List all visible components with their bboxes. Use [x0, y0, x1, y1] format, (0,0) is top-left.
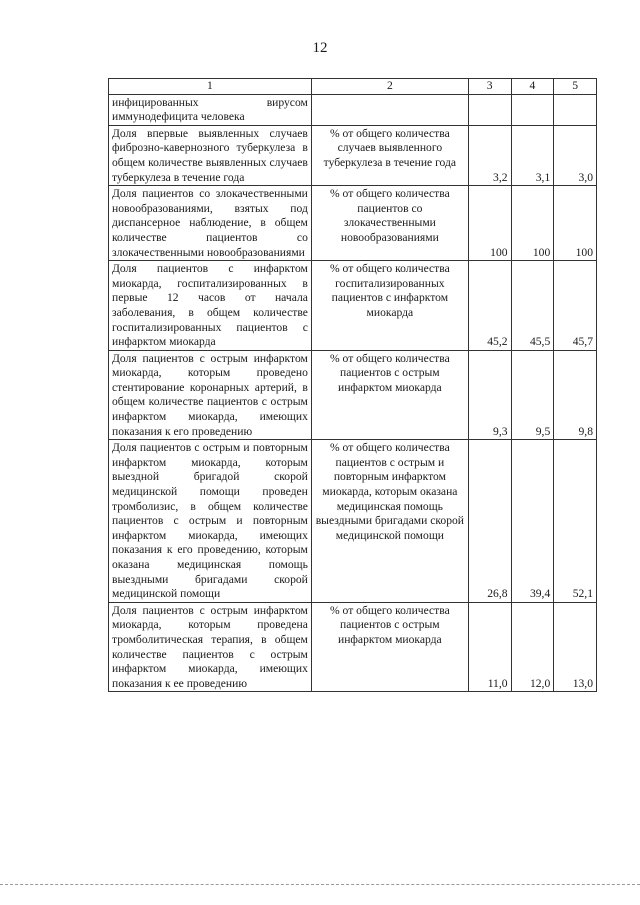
value-col-5: 13,0 — [554, 602, 597, 692]
value-col-5: 45,7 — [554, 261, 597, 351]
table-row — [109, 440, 597, 603]
indicator-cell: Доля впервые выявленных случаев фиброзно-кавернозного туберкулеза в общем количестве выявленных случаев туберкулеза в течение года — [109, 125, 312, 185]
table-body — [109, 79, 597, 692]
header-col-3: 3 — [468, 79, 511, 95]
value-col-5: 100 — [554, 186, 597, 261]
value-col-4: 3,1 — [511, 125, 554, 185]
value-col-4: 100 — [511, 186, 554, 261]
value-col-4: 9,5 — [511, 350, 554, 440]
indicator-cell: инфицированных вирусом иммунодефицита человека — [109, 94, 312, 125]
value-col-4: 39,4 — [511, 440, 554, 603]
header-col-1: 1 — [109, 79, 312, 95]
unit-cell: % от общего количества госпитализированных пациентов с инфарктом миокарда — [311, 261, 468, 351]
unit-cell: % от общего количества пациентов с острым инфарктом миокарда — [311, 602, 468, 692]
unit-cell: % от общего количества пациентов с острым и повторным инфарктом миокарда, которым оказана медицинская помощь выездными бригадами скорой медицинской помощи — [311, 440, 468, 603]
value-col-3: 26,8 — [468, 440, 511, 603]
indicator-cell: Доля пациентов с острым инфарктом миокарда, которым проведена тромболитическая терапия, в общем количестве пациентов с острым инфарктом миокарда, имеющих показания к ее проведению — [109, 602, 312, 692]
value-col-3: 45,2 — [468, 261, 511, 351]
page-number: 12 — [312, 40, 328, 56]
unit-cell: % от общего количества пациентов с острым инфарктом миокарда — [311, 350, 468, 440]
unit-cell: % от общего количества пациентов со злокачественными новообразованиями — [311, 186, 468, 261]
value-col-3 — [468, 94, 511, 125]
value-col-5 — [554, 94, 597, 125]
header-col-2: 2 — [311, 79, 468, 95]
table-row — [109, 94, 597, 125]
indicator-cell: Доля пациентов с острым и повторным инфарктом миокарда, которым выездной бригадой скорой медицинской помощи проведен тромболизис, в общем количестве пациентов с острым и повторным инфарктом миокарда, имеющих показания к его проведению, которым оказана медицинская помощь выездными бригадами скорой медицинской помощи — [109, 440, 312, 603]
value-col-4 — [511, 94, 554, 125]
table-row — [109, 125, 597, 185]
indicator-cell: Доля пациентов с острым инфарктом миокарда, которым проведено стентирование коронарных артерий, в общем количестве пациентов с острым инфарктом миокарда, имеющих показания к его проведению — [109, 350, 312, 440]
indicator-cell: Доля пациентов с инфарктом миокарда, госпитализированных в первые 12 часов от начала заболевания, в общем количестве госпитализированных пациентов с инфарктом миокарда — [109, 261, 312, 351]
value-col-4: 45,5 — [511, 261, 554, 351]
value-col-3: 3,2 — [468, 125, 511, 185]
value-col-5: 9,8 — [554, 350, 597, 440]
unit-cell — [311, 94, 468, 125]
header-col-4: 4 — [511, 79, 554, 95]
value-col-3: 9,3 — [468, 350, 511, 440]
header-col-5: 5 — [554, 79, 597, 95]
table-row — [109, 261, 597, 351]
scan-edge-line — [0, 884, 640, 885]
value-col-3: 100 — [468, 186, 511, 261]
value-col-5: 3,0 — [554, 125, 597, 185]
table-row — [109, 186, 597, 261]
table-row — [109, 602, 597, 692]
table-header-row — [109, 79, 597, 95]
unit-cell: % от общего количества случаев выявленного туберкулеза в течение года — [311, 125, 468, 185]
value-col-5: 52,1 — [554, 440, 597, 603]
value-col-4: 12,0 — [511, 602, 554, 692]
indicator-cell: Доля пациентов со злокачественными новообразованиями, взятых под диспансерное наблюдение, в общем количестве пациентов со злокачественными новообразованиями — [109, 186, 312, 261]
indicators-table — [108, 78, 597, 692]
table-row — [109, 350, 597, 440]
value-col-3: 11,0 — [468, 602, 511, 692]
